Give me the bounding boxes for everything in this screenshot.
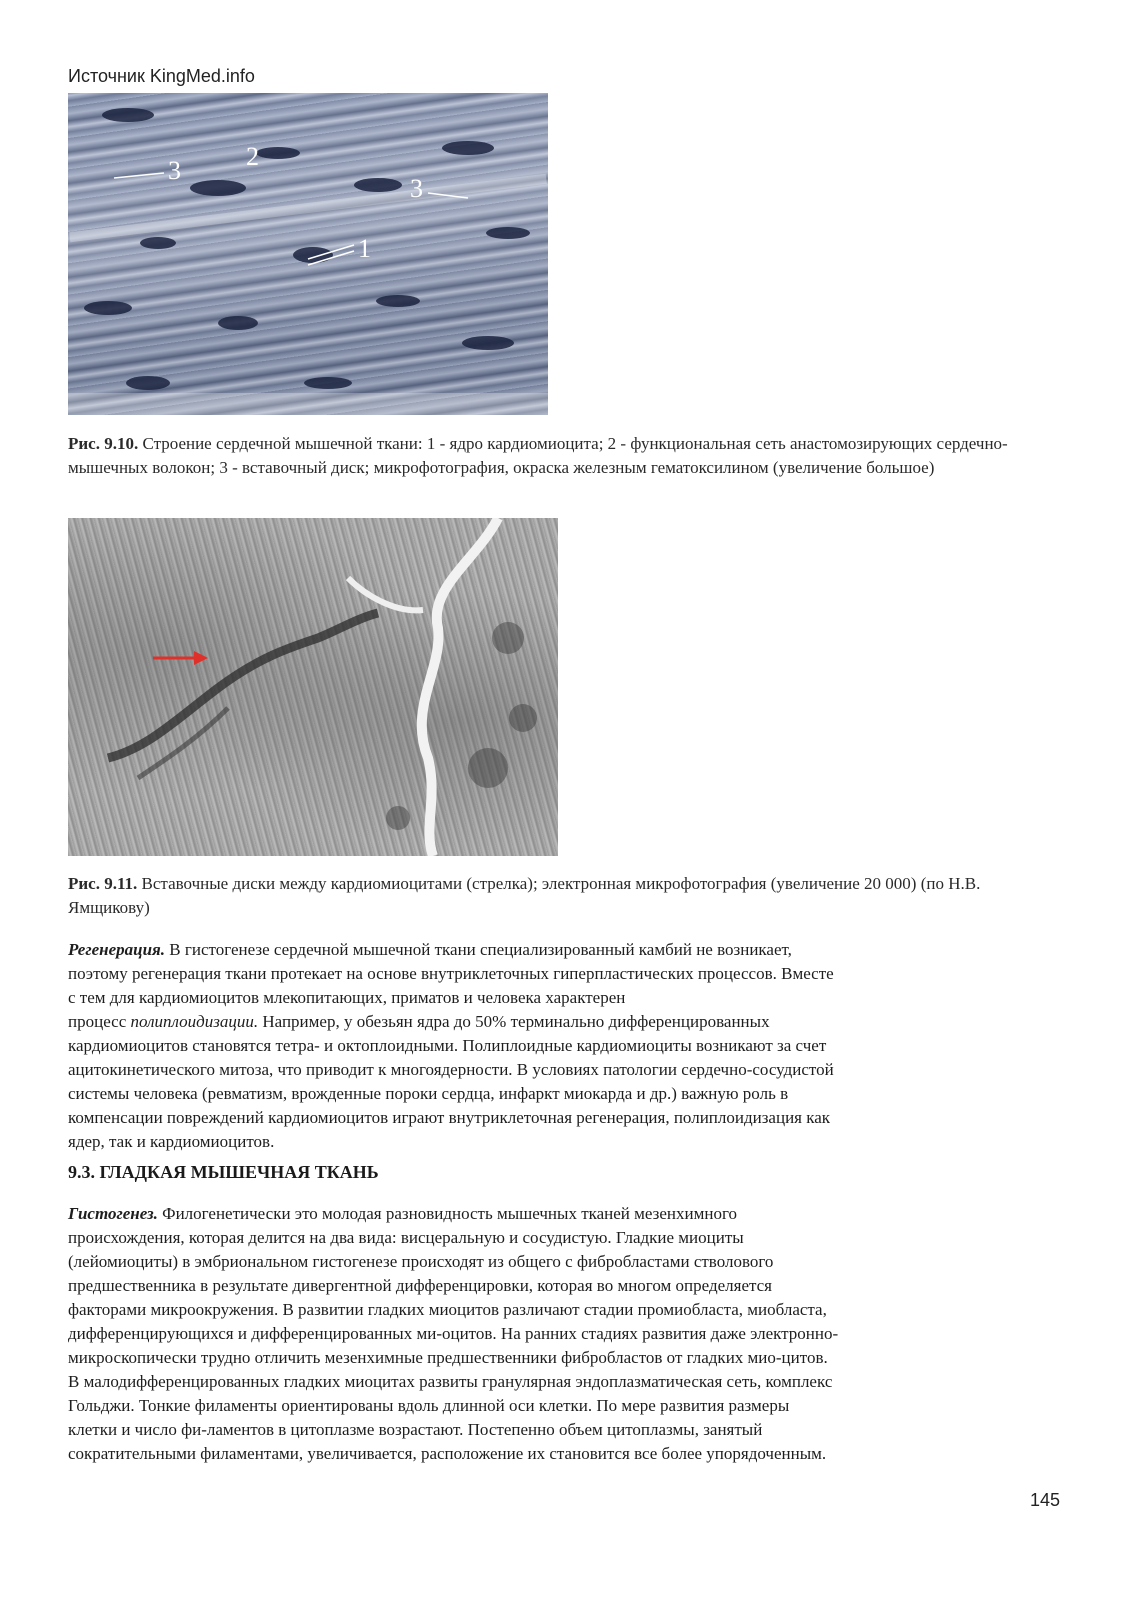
page-number: 145 [1030,1490,1061,1510]
figure-9-10-micrograph [68,93,548,415]
paragraph-line: Регенерация. В гистогенезе сердечной мышечной ткани специализированный камбий не возникает, [68,940,792,959]
paragraph-line: клетки и число фи-ламентов в цитоплазме возрастают. Постепенно объем цитоплазмы, занятый [68,1420,763,1439]
caption-text: Строение сердечной мышечной ткани: 1 - ядро кардиомиоцита; 2 - функциональная сеть анастомозирующих сердечно-мышечных волокон; 3 - вставочный диск; микрофотография, окраска железным гематоксилином (увеличение большое) [68,434,1008,477]
paragraph-line: компенсации повреждений кардиомиоцитов играют внутриклеточная регенерация, полиплоидизация как [68,1108,831,1127]
caption-number: Рис. 9.11. [68,874,138,893]
paragraph-line: системы человека (ревматизм, врожденные пороки сердца, инфаркт миокарда и др.) важную роль в [68,1084,789,1103]
caption-text: Вставочные диски между кардиомиоцитами (стрелка); электронная микрофотография (увеличение 20 000) (по Н.В. Ямщикову) [68,874,981,917]
paragraph-line: (лейомиоциты) в эмбриональном гистогенезе происходят из общего с фибробластами стволового [68,1252,774,1271]
paragraph-line: предшественника в результате дивергентной дифференцировки, которая во многом определяется [68,1276,772,1295]
section-heading: 9.3. ГЛАДКАЯ МЫШЕЧНАЯ ТКАНЬ [68,1162,379,1182]
paragraph-line: ацитокинетического митоза, что приводит к многоядерности. В условиях патологии сердечно-сосудистой [68,1060,834,1079]
paragraph-line: процесс полиплоидизации. Например, у обезьян ядра до 50% терминально дифференцированных [68,1012,770,1031]
regeneration-paragraph [68,938,1060,1154]
paragraph-lead: Гистогенез. [68,1204,158,1223]
source-watermark: Источник KingMed.info [68,66,255,86]
paragraph-line: факторами микроокружения. В развитии гладких миоцитов различают стадии промиобласта, миобласта, [68,1300,827,1319]
paragraph-line: В малодифференцированных гладких миоцитах развиты гранулярная эндоплазматическая сеть, комплекс [68,1372,833,1391]
caption-number: Рис. 9.10. [68,434,139,453]
histogenesis-paragraph [68,1202,1060,1466]
figure-9-11-caption [68,872,1058,920]
italic-term: полиплоидизации. [130,1012,259,1031]
paragraph-line: Гольджи. Тонкие филаменты ориентированы вдоль длинной оси клетки. По мере развития размеры [68,1396,790,1415]
red-arrow-head [194,651,208,665]
paragraph-line: сократительными филаментами, увеличивается, расположение их становится все более упорядоченным. [68,1444,827,1463]
paragraph-line: Гистогенез. Филогенетически это молодая разновидность мышечных тканей мезенхимного [68,1204,738,1223]
paragraph-line: микроскопически трудно отличить мезенхимные предшественники фибробластов от гладких мио-цитов. [68,1348,828,1367]
figure-9-10-caption [68,432,1058,480]
paragraph-line: происхождения, которая делится на два вида: висцеральную и сосудистую. Гладкие миоциты [68,1228,744,1247]
paragraph-lead: Регенерация. [68,940,166,959]
paragraph-line: с тем для кардиомиоцитов млекопитающих, приматов и человека характерен [68,988,626,1007]
figure-9-11-electron-micrograph [68,518,558,856]
figure-label-1: 1 [358,234,371,263]
paragraph-line: поэтому регенерация ткани протекает на основе внутриклеточных гиперпластических процессов. Вместе [68,964,834,983]
paragraph-line: ядер, так и кардиомиоцитов. [68,1132,275,1151]
paragraph-line: дифференцирующихся и дифференцированных ми-оцитов. На ранних стадиях развития даже электронно- [68,1324,839,1343]
figure-label-2: 2 [246,142,259,171]
paragraph-line: кардиомиоцитов становятся тетра- и октоплоидными. Полиплоидные кардиомиоциты возникают за счет [68,1036,827,1055]
figure-label-3b: 3 [410,174,423,203]
figure-label-3a: 3 [168,156,181,185]
